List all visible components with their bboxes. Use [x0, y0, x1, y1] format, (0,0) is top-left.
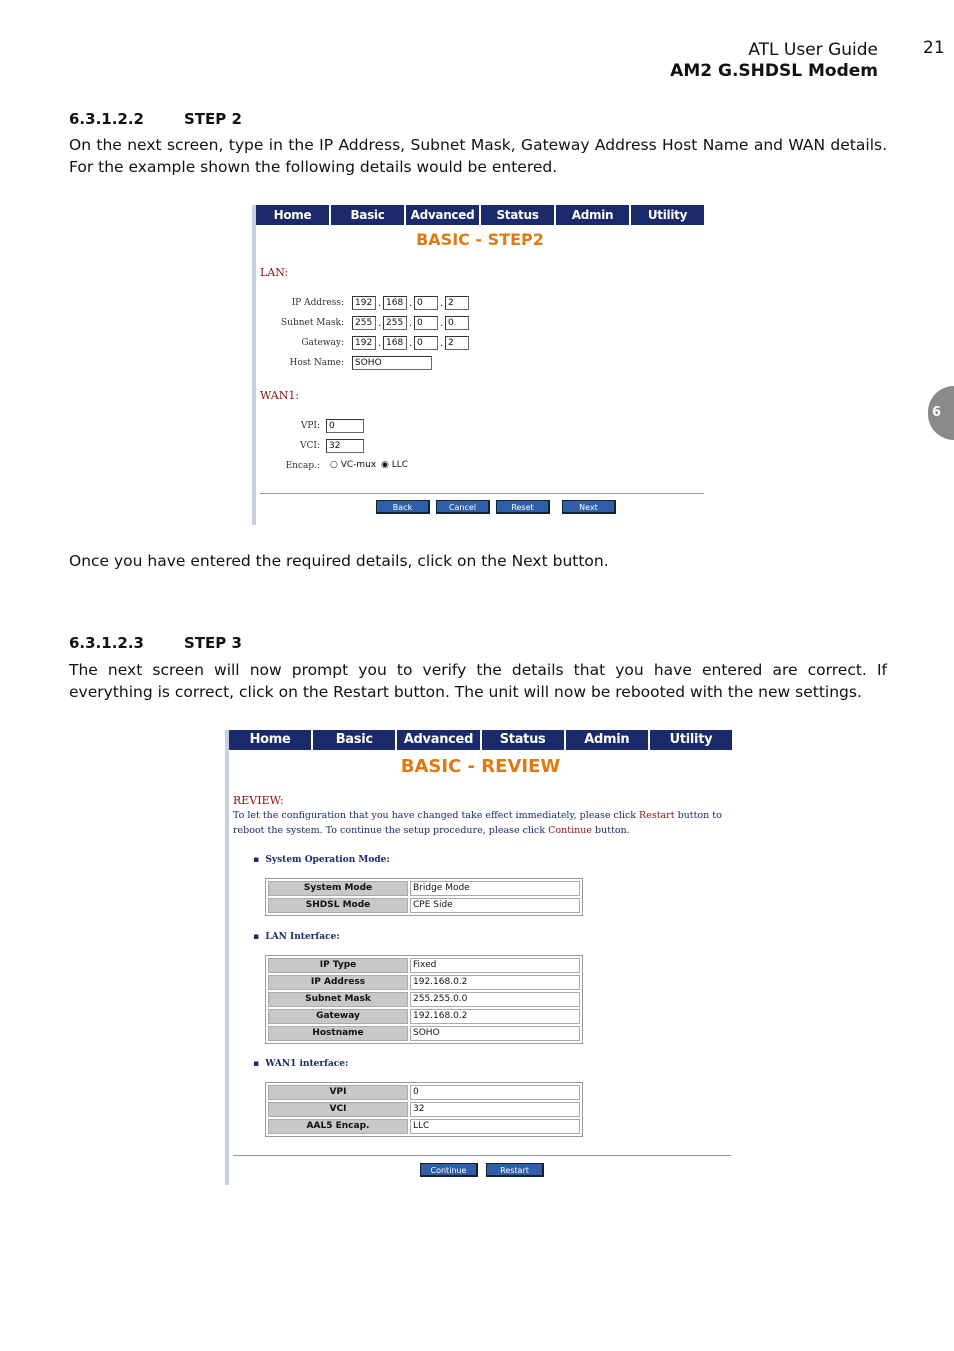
review-text-c: button.: [591, 825, 630, 836]
step2-after: Once you have entered the required details, click on the Next button.: [69, 552, 609, 570]
step2-heading: [69, 110, 242, 128]
ip-octet-3-input[interactable]: 0: [414, 296, 438, 310]
step3-title: STEP 3: [184, 634, 242, 652]
table-row: System Mode Bridge Mode: [268, 881, 580, 896]
mask-octet-1-input[interactable]: 255: [352, 316, 376, 330]
review-instructions: [233, 808, 733, 838]
vpi-label: VPI:: [300, 421, 320, 431]
gw-octet-3-input[interactable]: 0: [414, 336, 438, 350]
divider: [233, 1155, 731, 1156]
nav-admin[interactable]: Admin: [556, 205, 631, 225]
nav-advanced[interactable]: Advanced: [397, 730, 481, 750]
lan-interface-heading: ▪ LAN Interface:: [253, 932, 340, 942]
review-continue-word: Continue: [548, 825, 592, 836]
guide-title: ATL User Guide: [748, 40, 878, 60]
encap-vcmux-label: VC-mux: [340, 460, 377, 470]
table-row: IP Type Fixed: [268, 958, 580, 973]
step2-title: STEP 2: [184, 110, 242, 128]
subnet-mask-label: Subnet Mask:: [280, 318, 344, 328]
continue-button[interactable]: Continue: [420, 1163, 478, 1177]
nav-bar: [256, 205, 704, 225]
basic-review-screenshot: [225, 730, 732, 1185]
nav-utility[interactable]: Utility: [647, 208, 688, 222]
table-row: VCI 32: [268, 1102, 580, 1117]
nav-home[interactable]: Home: [256, 205, 331, 225]
nav-utility[interactable]: Utility: [669, 732, 713, 747]
encap-llc-radio[interactable]: ◉ LLC: [381, 460, 409, 470]
divider: [260, 493, 704, 494]
reset-button[interactable]: Reset: [496, 500, 550, 514]
nav-admin[interactable]: Admin: [566, 730, 650, 750]
table-row: SHDSL Mode CPE Side: [268, 898, 580, 913]
nav-basic[interactable]: Basic: [331, 205, 406, 225]
system-mode-heading: ▪ System Operation Mode:: [253, 855, 390, 865]
review-text-a: To let the configuration that you have changed take effect immediately, please click: [233, 810, 640, 821]
host-name-input[interactable]: SOHO: [352, 356, 432, 370]
table-row: VPI 0: [268, 1085, 580, 1100]
step2-number: 6.3.1.2.2: [69, 110, 144, 128]
table-row: IP Address 192.168.0.2: [268, 975, 580, 990]
mask-octet-3-input[interactable]: 0: [414, 316, 438, 330]
gw-octet-2-input[interactable]: 168: [383, 336, 407, 350]
review-label: REVIEW:: [233, 794, 284, 807]
encap-llc-label: LLC: [391, 460, 409, 470]
cancel-button[interactable]: Cancel: [436, 500, 490, 514]
nav-bar: [229, 730, 732, 750]
table-row: AAL5 Encap. LLC: [268, 1119, 580, 1134]
vci-input[interactable]: 32: [326, 439, 364, 453]
step2-intro: On the next screen, type in the IP Address, Subnet Mask, Gateway Address Host Name and WAN details. For the example shown the following details would be entered.: [69, 136, 887, 176]
wan1-interface-heading: ▪ WAN1 interface:: [253, 1059, 349, 1069]
product-name: AM2 G.SHDSL Modem: [670, 61, 878, 81]
nav-basic[interactable]: Basic: [313, 730, 397, 750]
page-title: BASIC - REVIEW: [400, 756, 561, 777]
host-name-label: Host Name:: [289, 358, 344, 368]
nav-advanced[interactable]: Advanced: [406, 205, 481, 225]
table-row: Gateway 192.168.0.2: [268, 1009, 580, 1024]
ip-octet-2-input[interactable]: 168: [383, 296, 407, 310]
chapter-tab: 6: [928, 386, 954, 440]
nav-status[interactable]: Status: [481, 205, 556, 225]
nav-status[interactable]: Status: [482, 730, 566, 750]
vci-label: VCI:: [300, 441, 320, 451]
wan1-group-label: WAN1:: [260, 389, 300, 402]
basic-step2-screenshot: Home Basic Advanced Status Admin Utility BASIC - STEP2 LAN: IP Address: 192 . 168 . 0 . 2 Subnet Mask: 255 . 255 . 0 . 0 Gateway: 192 . 168 . 0 . 2 Host Name: SOHO WAN1: VPI: 0 VCI: 32 Encap.: ○ VC-mux ◉ LLC Back Cancel Reset Next: [252, 205, 704, 525]
table-row: Subnet Mask 255.255.0.0: [268, 992, 580, 1007]
back-button[interactable]: Back: [376, 500, 430, 514]
review-text-b: button to reboot the system. To continue the setup procedure, please click: [233, 810, 722, 836]
lan-group-label: LAN:: [260, 266, 289, 279]
encap-vcmux-radio[interactable]: ○ VC-mux: [330, 460, 377, 470]
review-restart-word: Restart: [639, 810, 675, 821]
mask-octet-2-input[interactable]: 255: [383, 316, 407, 330]
system-mode-table: [265, 878, 583, 916]
ip-address-label: IP Address:: [291, 298, 344, 308]
mask-octet-4-input[interactable]: 0: [445, 316, 469, 330]
gw-octet-4-input[interactable]: 2: [445, 336, 469, 350]
ip-octet-4-input[interactable]: 2: [445, 296, 469, 310]
ip-octet-1-input[interactable]: 192: [352, 296, 376, 310]
next-button[interactable]: Next: [562, 500, 616, 514]
wan1-interface-table: [265, 1082, 583, 1137]
step3-heading: [69, 634, 242, 652]
encap-label: Encap.:: [285, 461, 320, 471]
page-title: BASIC - STEP2: [416, 230, 544, 249]
page-number: 21: [923, 38, 945, 58]
gateway-label: Gateway:: [301, 338, 344, 348]
lan-interface-table: [265, 955, 583, 1044]
table-row: Hostname SOHO: [268, 1026, 580, 1041]
step3-number: 6.3.1.2.3: [69, 634, 144, 652]
nav-home[interactable]: Home: [229, 730, 313, 750]
vpi-input[interactable]: 0: [326, 419, 364, 433]
step3-intro: The next screen will now prompt you to verify the details that you have entered are correct. If everything is correct, click on the Restart button. The unit will now be rebooted with the new settings.: [69, 661, 887, 701]
restart-button[interactable]: Restart: [486, 1163, 544, 1177]
gw-octet-1-input[interactable]: 192: [352, 336, 376, 350]
